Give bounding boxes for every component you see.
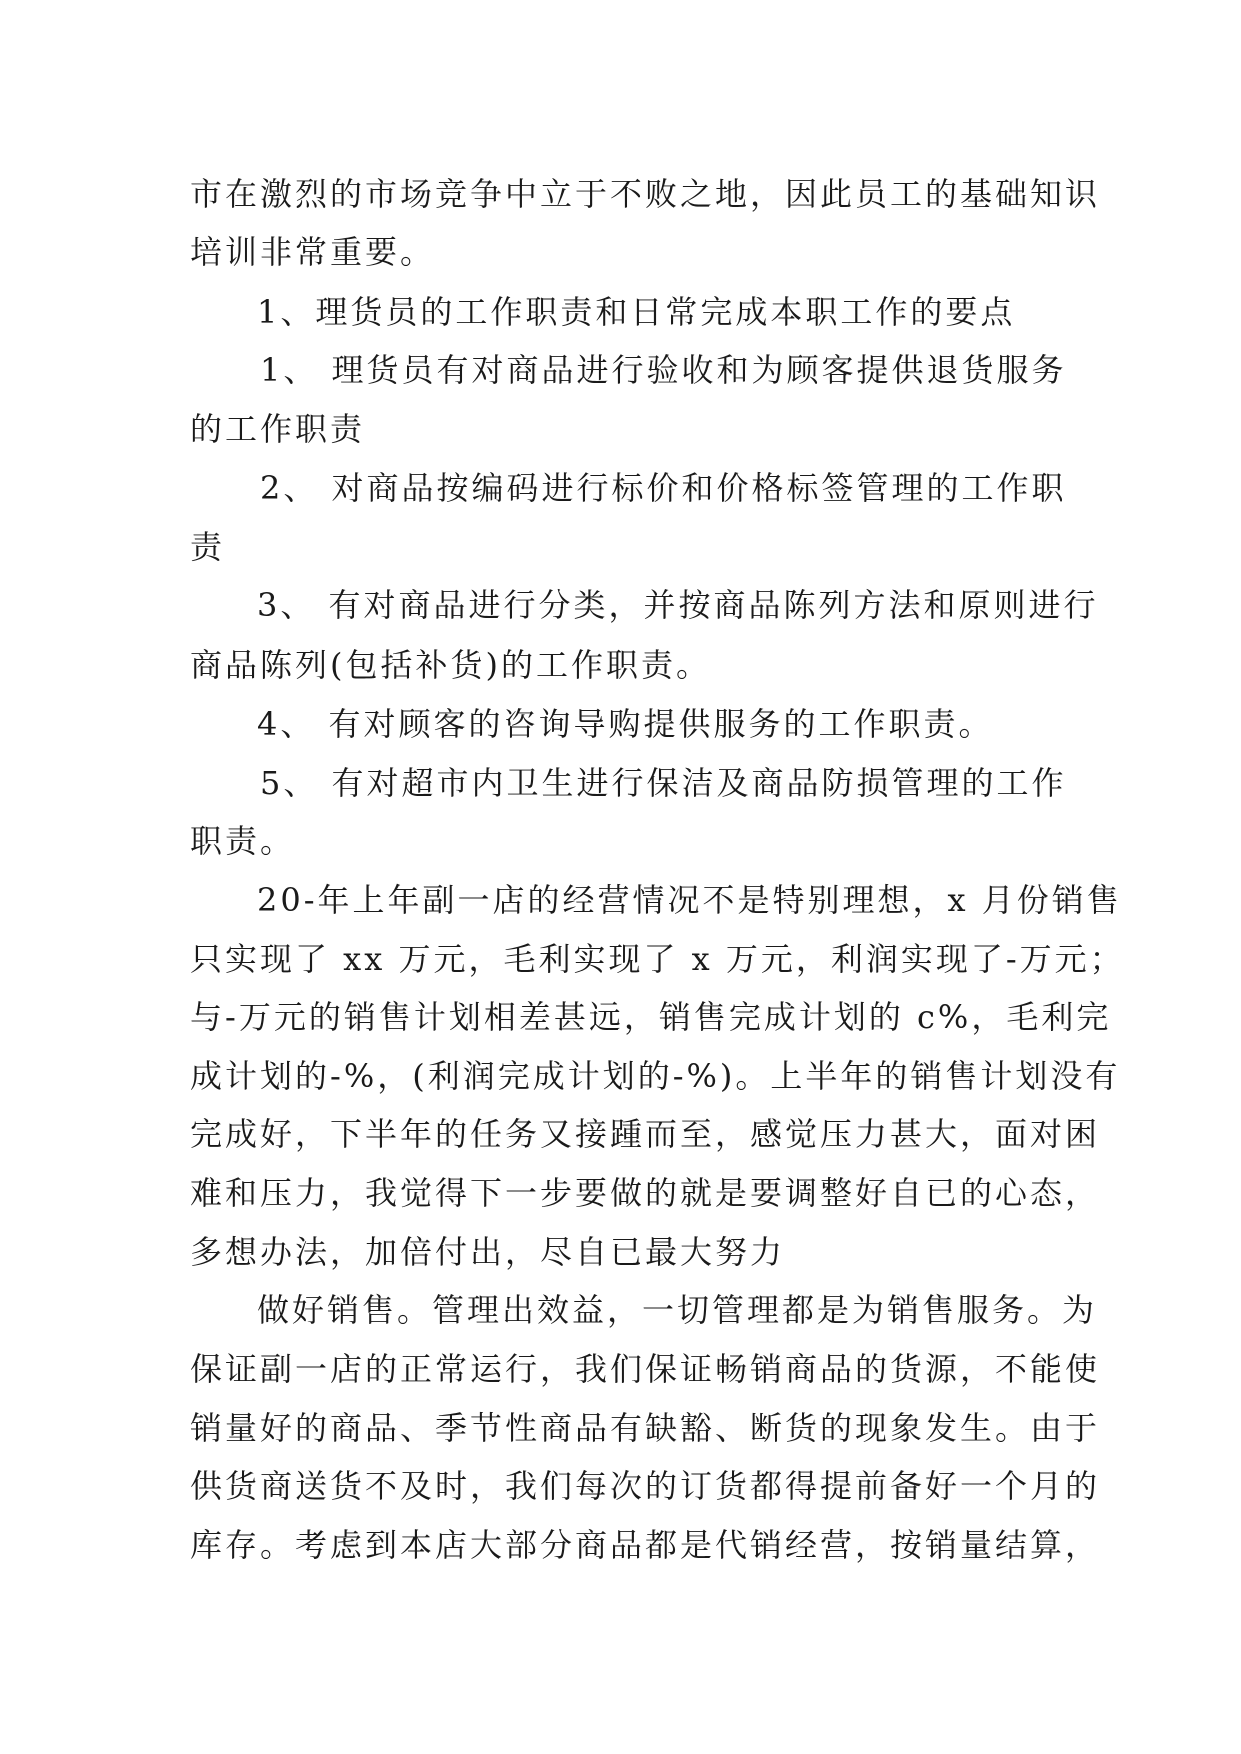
- list-item: 1、 理货员有对商品进行验收和为顾客提供退货服务: [260, 351, 1067, 389]
- text-line: 供货商送货不及时，我们每次的订货都得提前备好一个月的: [190, 1467, 1101, 1505]
- list-item-continuation: 责: [190, 528, 226, 566]
- text-line: 多想办法，加倍付出，尽自已最大努力: [190, 1233, 786, 1271]
- text-line: 做好销售。管理出效益，一切管理都是为销售服务。为: [257, 1291, 1098, 1329]
- text-line: 保证副一店的正常运行，我们保证畅销商品的货源，不能使: [190, 1350, 1101, 1388]
- text-line: 完成好，下半年的任务又接踵而至，感觉压力甚大，面对困: [190, 1115, 1101, 1153]
- text-line: 与-万元的销售计划相差甚远，销售完成计划的 c%，毛利完: [190, 998, 1112, 1036]
- text-line: 销量好的商品、季节性商品有缺豁、断货的现象发生。由于: [190, 1409, 1101, 1447]
- list-item: 3、 有对商品进行分类，并按商品陈列方法和原则进行: [257, 586, 1099, 624]
- list-item: 5、 有对超市内卫生进行保洁及商品防损管理的工作: [260, 764, 1067, 802]
- text-line: 20-年上年副一店的经营情况不是特别理想，x 月份销售: [257, 881, 1122, 919]
- text-line: 1、理货员的工作职责和日常完成本职工作的要点: [257, 293, 1016, 331]
- text-line: 市在激烈的市场竞争中立于不败之地，因此员工的基础知识: [190, 175, 1101, 213]
- text-line: 成计划的-%，(利润完成计划的-%)。上半年的销售计划没有: [190, 1057, 1121, 1095]
- list-item-continuation: 的工作职责: [190, 410, 366, 448]
- text-line: 只实现了 xx 万元，毛利实现了 x 万元，利润实现了-万元；: [190, 940, 1125, 978]
- list-item-continuation: 职责。: [190, 822, 296, 860]
- text-line: 难和压力，我觉得下一步要做的就是要调整好自已的心态，: [190, 1174, 1101, 1212]
- text-line: 培训非常重要。: [190, 233, 436, 271]
- text-line: 库存。考虑到本店大部分商品都是代销经营，按销量结算，: [190, 1526, 1101, 1564]
- list-item-continuation: 商品陈列(包括补货)的工作职责。: [190, 646, 711, 684]
- list-item: 4、 有对顾客的咨询导购提供服务的工作职责。: [257, 705, 994, 743]
- list-item: 2、 对商品按编码进行标价和价格标签管理的工作职: [260, 469, 1067, 507]
